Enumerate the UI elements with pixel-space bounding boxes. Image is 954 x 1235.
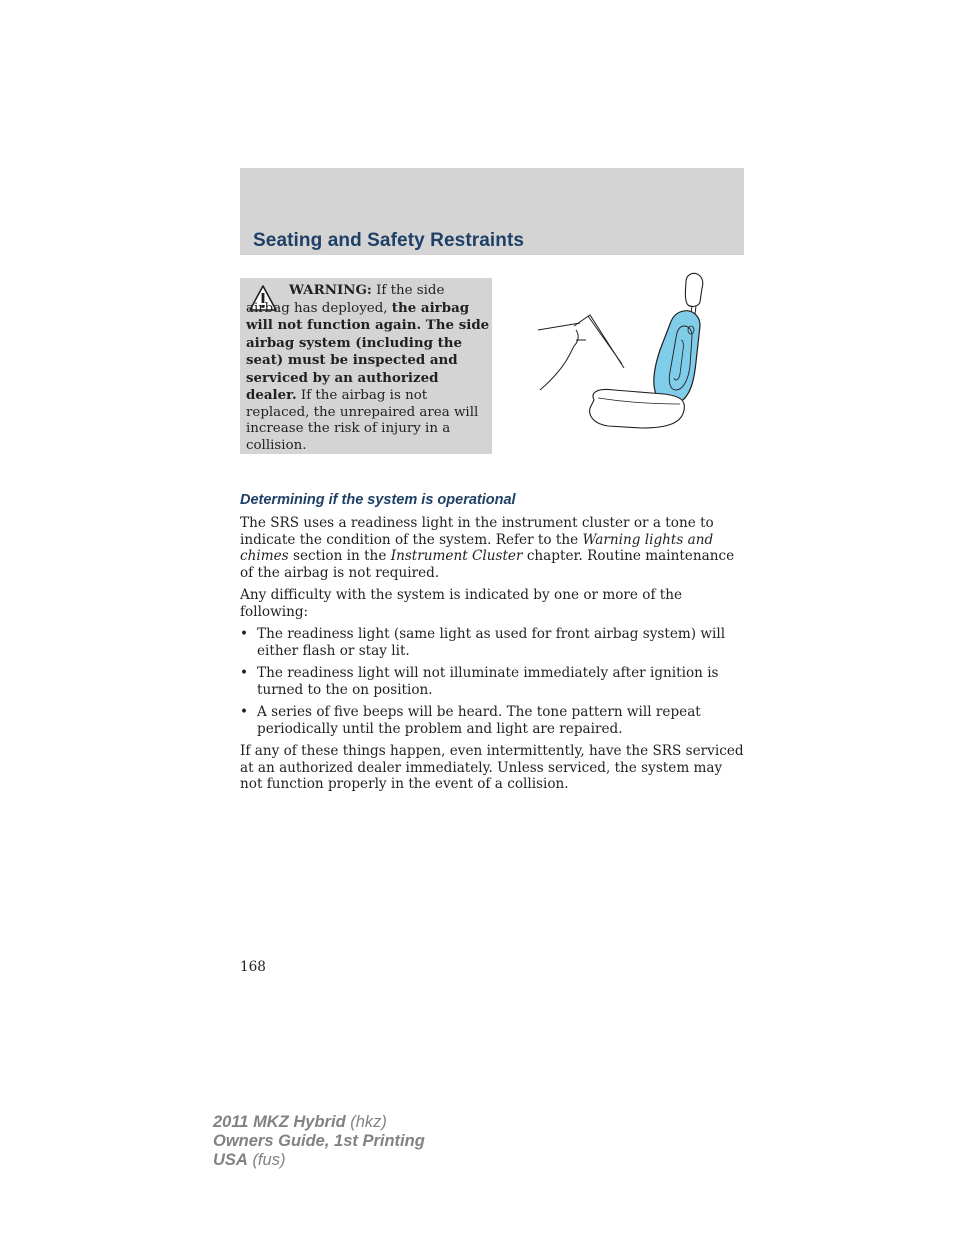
bullet-icon: • [240,665,249,681]
warning-label: WARNING: [289,282,372,298]
subsection-heading: Determining if the system is operational [240,492,516,508]
document-footer [213,1113,425,1170]
side-airbag-seat-illustration [534,270,710,430]
list-item [240,704,746,737]
list-item-text: A series of five beeps will be heard. The tone pattern will repeat periodically until the problem and light are repaired. [257,704,701,737]
reference-instrument-cluster: Instrument Cluster [390,548,523,564]
paragraph-srs-readiness [240,515,746,581]
warning-bold-text: the airbag will not function again. The side airbag system (including the seat) must be inspected and serviced by an authorized dealer. [246,299,490,403]
warning-text [246,282,490,454]
paragraph-text: section in the [292,548,387,564]
warning-text-1: If the side airbag has deployed, [246,283,445,316]
footer-model: 2011 MKZ Hybrid [213,1113,346,1131]
paragraph-service: If any of these things happen, even intermittently, have the SRS serviced at an authorized dealer immediately. Unless serviced, the system may not function properly in the event of a collision. [240,743,744,792]
footer-line-1 [213,1113,425,1132]
footer-market: USA [213,1151,248,1169]
footer-market-code: (fus) [252,1151,286,1169]
bullet-icon: • [240,626,249,642]
list-item-text: The readiness light (same light as used for front airbag system) will either flash or stay lit. [257,626,726,659]
bullet-icon: • [240,704,249,720]
warning-box [240,278,492,454]
list-item [240,626,746,659]
list-item [240,665,746,698]
section-title: Seating and Safety Restraints [253,230,525,251]
page-number: 168 [240,959,266,975]
footer-model-code: (hkz) [350,1113,387,1131]
warning-text-2: If the airbag is not replaced, the unrepaired area will increase the risk of injury in a collision. [246,388,479,453]
paragraph-text: chapter. Routine maintenance of the airbag is not required. [240,548,735,581]
footer-line-3 [213,1151,425,1170]
paragraph-text: The SRS uses a readiness light in the instrument cluster or a tone to indicate the condition of the system. Refer to the [240,515,714,548]
footer-edition: Owners Guide, 1st Printing [213,1132,425,1150]
body-text [240,515,746,799]
section-header-band [240,168,744,255]
paragraph-difficulty: Any difficulty with the system is indicated by one or more of the following: [240,587,683,620]
indicator-list [240,626,746,737]
reference-warning-lights: Warning lights and chimes [240,531,714,564]
list-item-text: The readiness light will not illuminate immediately after ignition is turned to the on position. [257,665,719,698]
footer-line-2 [213,1132,425,1151]
